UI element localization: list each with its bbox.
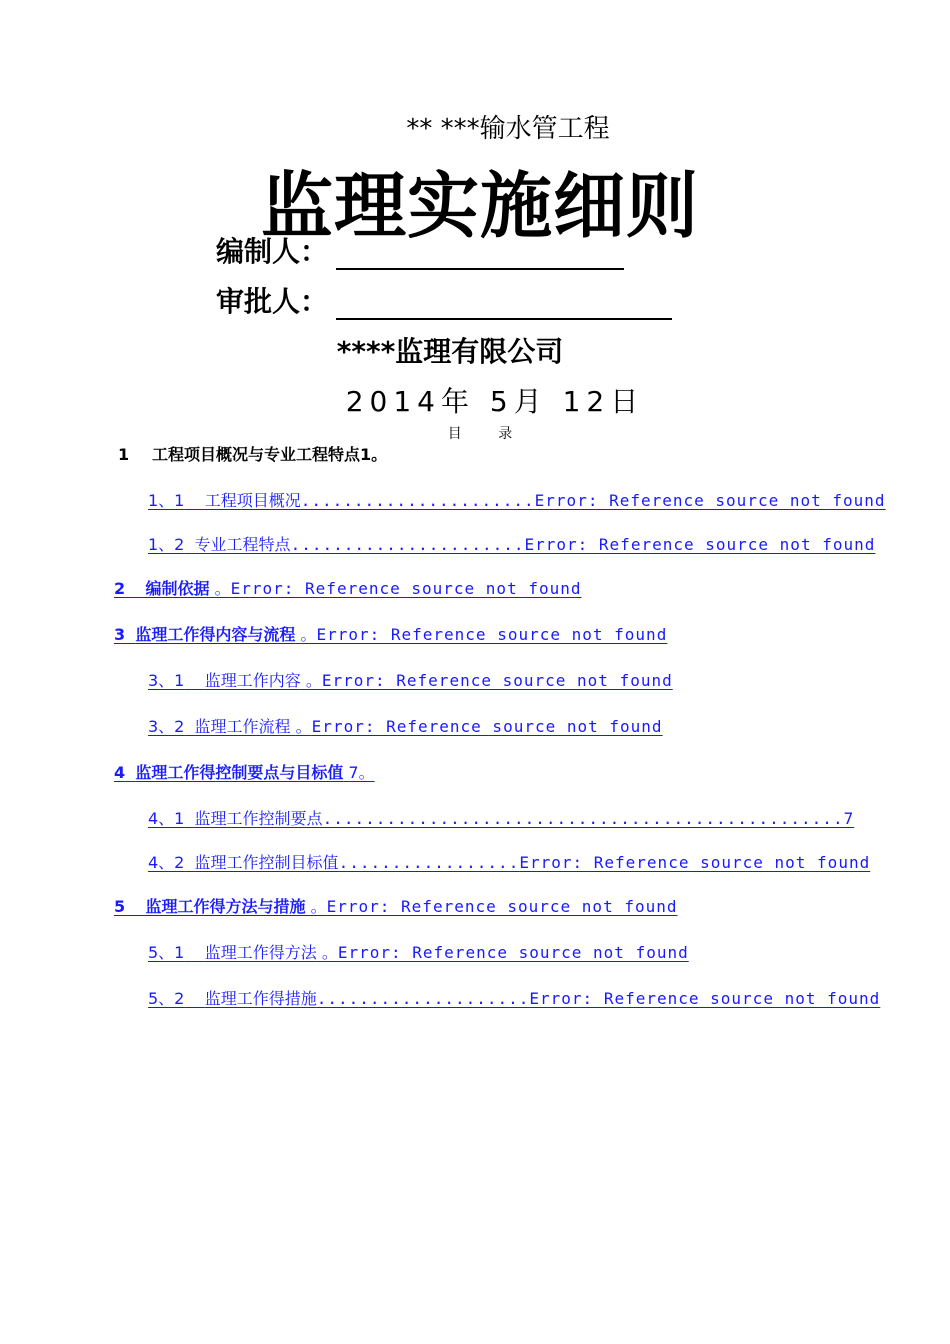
toc-link-3-2[interactable] xyxy=(148,714,663,737)
toc-entry-number: 5、1 xyxy=(148,943,185,962)
toc-page-ref: Error: Reference source not found xyxy=(534,491,886,510)
toc-entry-number: 3、2 xyxy=(148,717,185,736)
toc-entry-label: 工程项目概况 xyxy=(204,491,301,510)
toc-heading: 目 录 xyxy=(447,426,529,442)
compiler-blank-line xyxy=(336,244,624,270)
toc-page-ref: Error: Reference source not found xyxy=(337,943,689,962)
compiler-field xyxy=(216,230,624,270)
toc-entry-1 xyxy=(118,442,387,465)
toc-leader: ................................................. xyxy=(322,809,844,828)
company-name: ****监理有限公司 xyxy=(336,335,564,368)
toc-entry-label: 监理工作内容 xyxy=(204,671,301,690)
toc-leader: .................... xyxy=(316,989,530,1008)
document-date: 2014年 5月 12日 xyxy=(345,385,645,418)
toc-link-3-1[interactable] xyxy=(148,668,673,691)
toc-entry-label: 工程项目概况与专业工程特点1。 xyxy=(152,445,388,464)
document-title: 监理实施细则 xyxy=(260,164,699,248)
toc-entry-number: 1、2 xyxy=(148,535,185,554)
toc-entry-label: 监理工作控制目标值 xyxy=(194,853,339,872)
toc-link-4[interactable] xyxy=(114,760,375,783)
toc-entry-number: 1、1 xyxy=(148,491,185,510)
toc-page-ref: Error: Reference source not found xyxy=(524,535,876,554)
toc-link-4-1[interactable] xyxy=(148,806,854,829)
toc-entry-label: 监理工作得内容与流程 xyxy=(135,625,296,644)
approver-blank-line xyxy=(336,294,672,320)
toc-page-ref: 7。 xyxy=(348,763,375,782)
toc-page-ref: Error: Reference source not found xyxy=(316,625,668,644)
toc-entry-label: 监理工作得控制要点与目标值 xyxy=(135,763,344,782)
toc-entry-number: 3 xyxy=(114,625,126,644)
toc-leader: 。 xyxy=(295,717,312,736)
toc-page-ref: Error: Reference source not found xyxy=(311,717,663,736)
approver-field xyxy=(216,280,672,320)
toc-link-1-2[interactable] xyxy=(148,532,875,555)
toc-entry-label: 监理工作流程 xyxy=(194,717,291,736)
toc-leader: 。 xyxy=(214,579,231,598)
toc-leader: ...................... xyxy=(290,535,525,554)
toc-link-2[interactable] xyxy=(114,576,582,599)
toc-entry-label: 专业工程特点 xyxy=(194,535,291,554)
toc-entry-number: 2 xyxy=(114,579,126,598)
toc-link-5-2[interactable] xyxy=(148,986,880,1009)
toc-leader: ...................... xyxy=(300,491,535,510)
toc-leader: 。 xyxy=(300,625,317,644)
toc-page-ref: 7 xyxy=(843,809,855,828)
toc-entry-number: 1 xyxy=(118,445,130,464)
toc-entry-number: 4、2 xyxy=(148,853,185,872)
toc-entry-number: 5、2 xyxy=(148,989,185,1008)
toc-leader: ................. xyxy=(338,853,520,872)
toc-entry-number: 3、1 xyxy=(148,671,185,690)
toc-entry-number: 4 xyxy=(114,763,126,782)
toc-page-ref: Error: Reference source not found xyxy=(519,853,871,872)
toc-page-ref: Error: Reference source not found xyxy=(326,897,678,916)
toc-link-4-2[interactable] xyxy=(148,850,870,873)
toc-page-ref: Error: Reference source not found xyxy=(230,579,582,598)
toc-link-5[interactable] xyxy=(114,894,678,917)
toc-entry-label: 编制依据 xyxy=(145,579,210,598)
compiler-label: 编制人： xyxy=(216,235,329,268)
toc-entry-label: 监理工作控制要点 xyxy=(194,809,323,828)
toc-page-ref: Error: Reference source not found xyxy=(321,671,673,690)
toc-leader: 。 xyxy=(321,943,338,962)
project-subtitle: ** ***输水管工程 xyxy=(406,114,610,144)
toc-entry-label: 监理工作得方法 xyxy=(204,943,317,962)
toc-leader: 。 xyxy=(305,671,322,690)
toc-entry-number: 4、1 xyxy=(148,809,185,828)
toc-link-5-1[interactable] xyxy=(148,940,689,963)
toc-entry-label: 监理工作得措施 xyxy=(204,989,317,1008)
toc-link-1-1[interactable] xyxy=(148,488,886,511)
toc-entry-number: 5 xyxy=(114,897,126,916)
approver-label: 审批人： xyxy=(216,285,329,318)
toc-entry-label: 监理工作得方法与措施 xyxy=(145,897,306,916)
toc-link-3[interactable] xyxy=(114,622,667,645)
toc-leader: 。 xyxy=(310,897,327,916)
toc-page-ref: Error: Reference source not found xyxy=(529,989,881,1008)
